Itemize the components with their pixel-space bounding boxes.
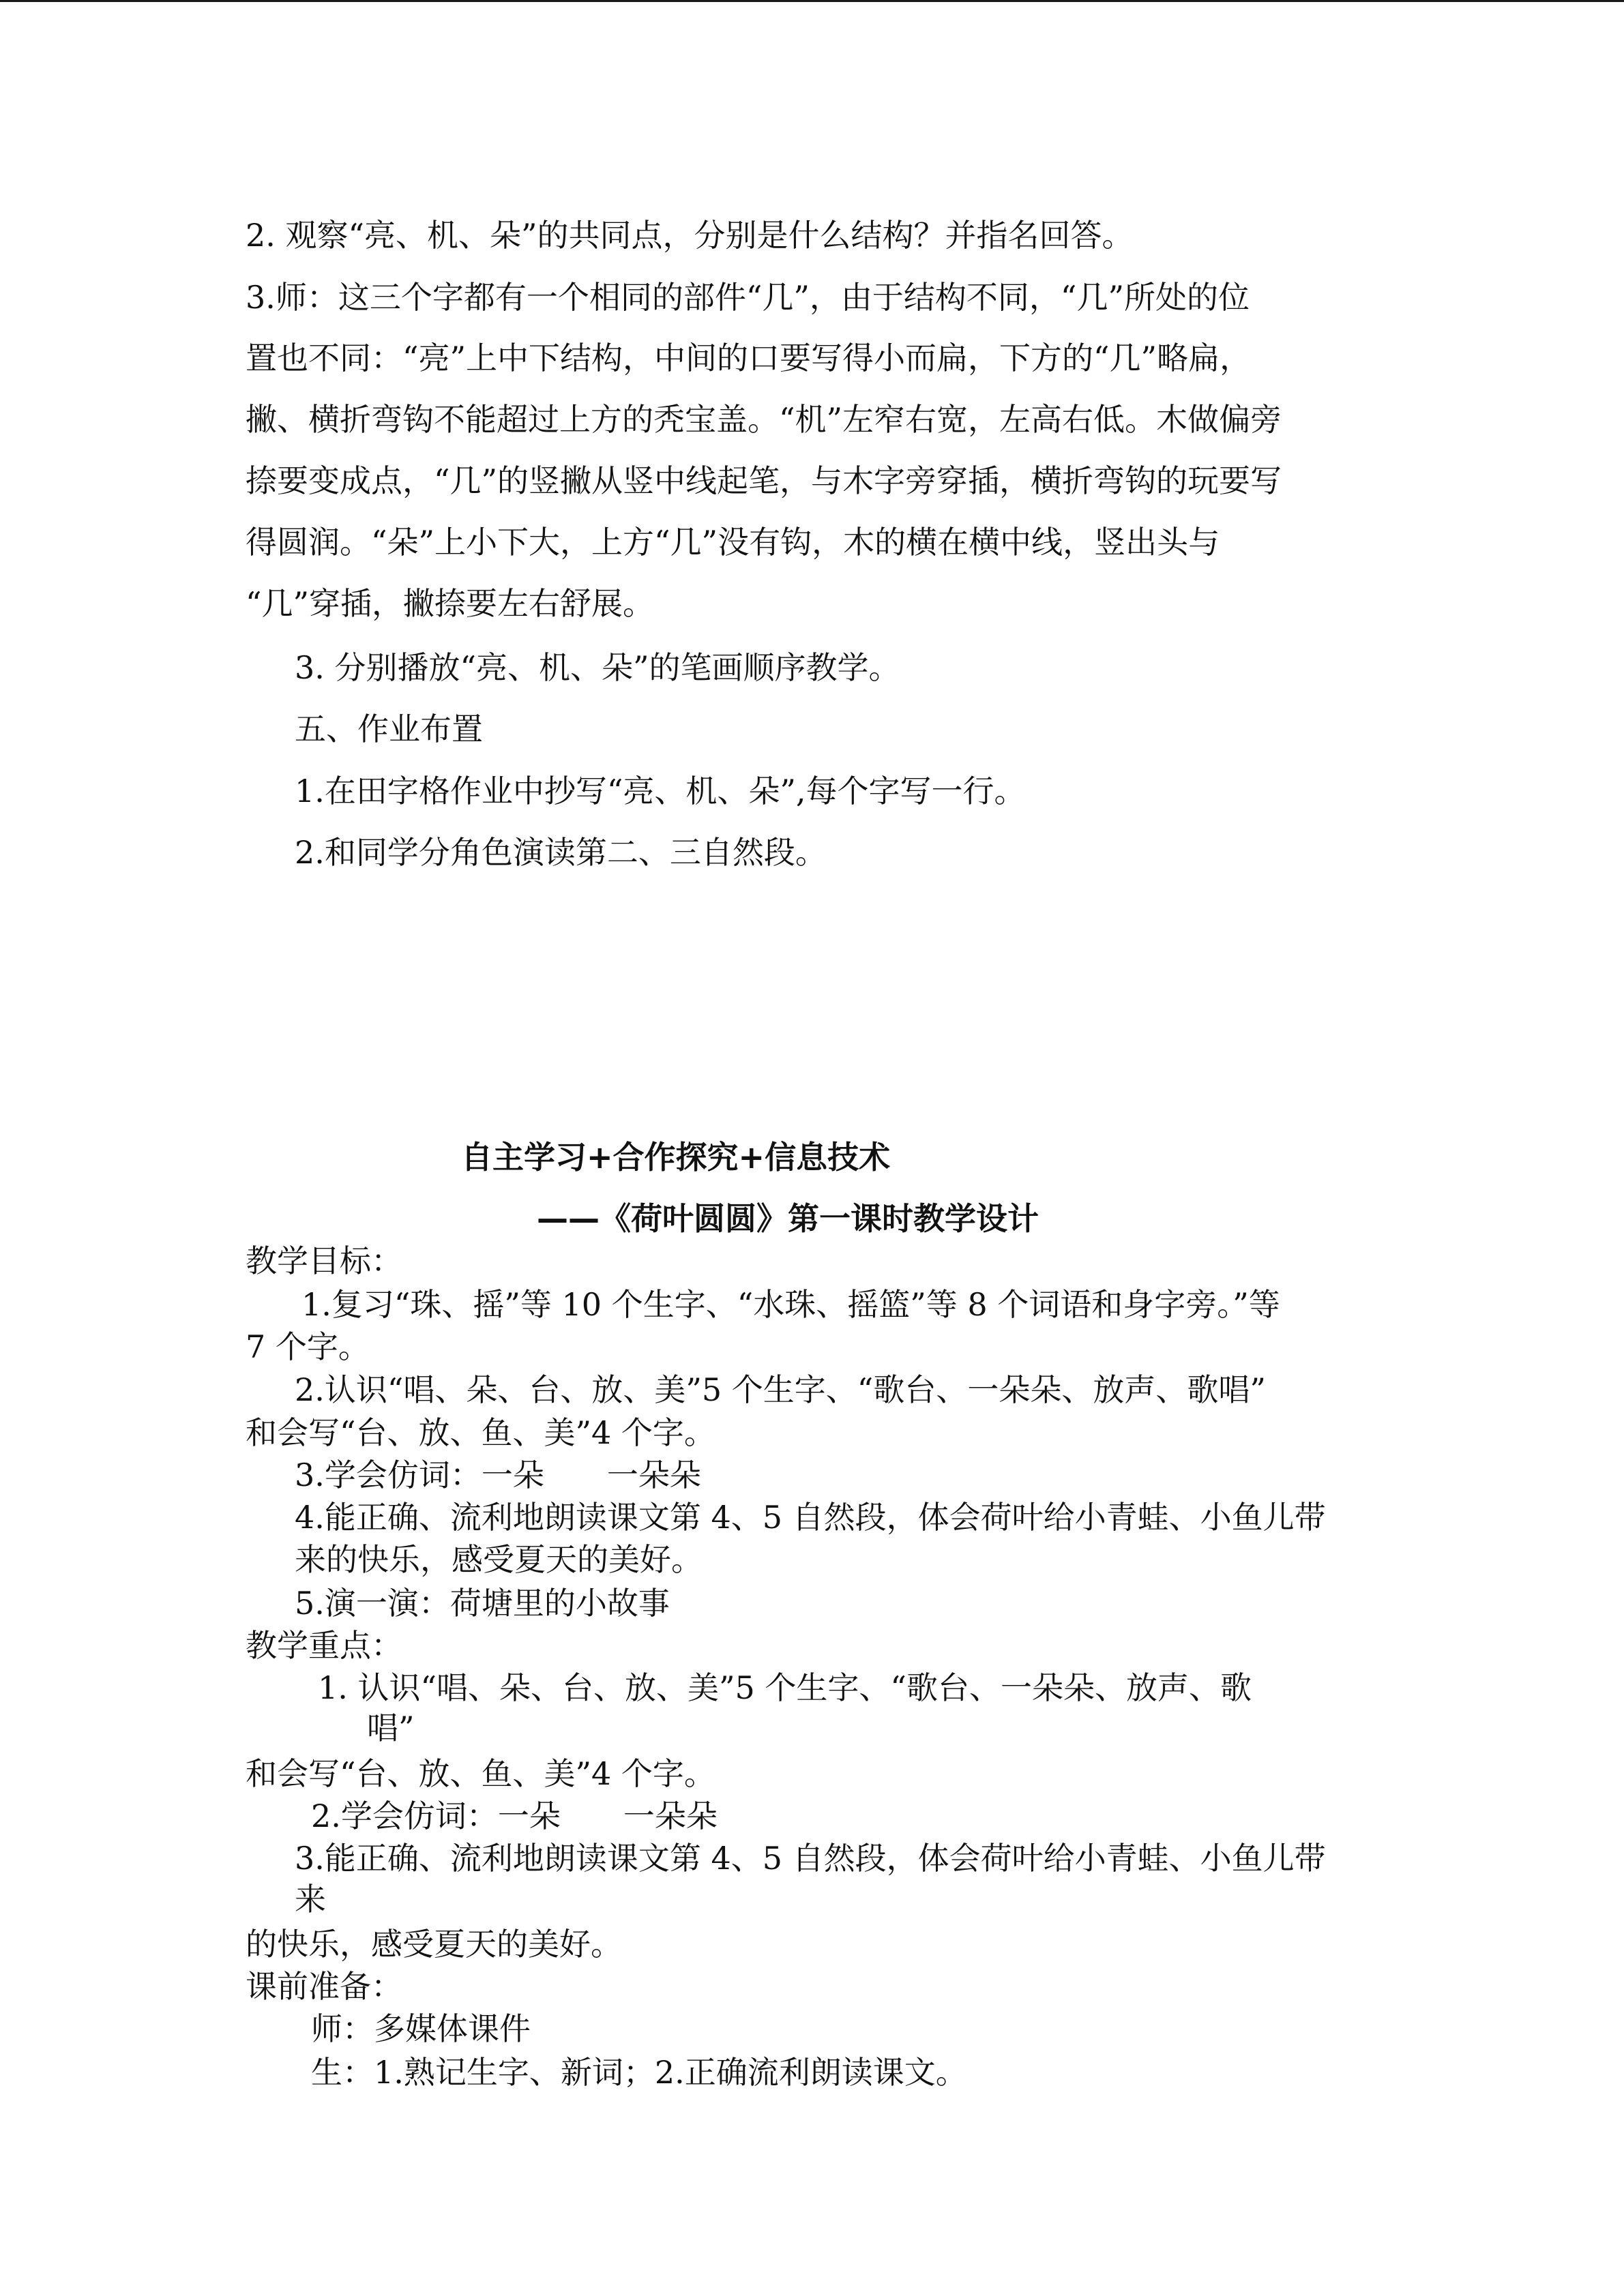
paragraph-line: 3.师：这三个字都有一个相同的部件“几”，由于结构不同，“几”所处的位 (246, 279, 1250, 316)
keypoint-item: 的快乐，感受夏天的美好。 (246, 1926, 622, 1963)
objective-item: 来的快乐，感受夏天的美好。 (295, 1541, 703, 1578)
paragraph-line: “几”穿插，撇捺要左右舒展。 (246, 585, 655, 622)
section-heading: 课前准备： (246, 1968, 402, 2005)
objective-item: 2.认识“唱、朵、台、放、美”5 个生字、“歌台、一朵朵、放声、歌唱” (295, 1371, 1266, 1408)
page-top-border (0, 0, 1624, 2)
paragraph-line: 2. 观察“亮、机、朵”的共同点，分别是什么结构？并指名回答。 (246, 217, 1134, 254)
keypoint-item: 和会写“台、放、鱼、美”4 个字。 (246, 1755, 715, 1792)
objective-item: 3.学会仿词：一朵 一朵朵 (295, 1457, 701, 1493)
section-heading: 教学重点： (246, 1627, 402, 1664)
homework-item: 2.和同学分角色演读第二、三自然段。 (295, 834, 827, 871)
preparation-item: 生：1.熟记生字、新词；2.正确流利朗读课文。 (311, 2054, 967, 2091)
paragraph-line: 撇、横折弯钩不能超过上方的秃宝盖。“机”左窄右宽，左高右低。木做偏旁 (246, 401, 1282, 438)
preparation-item: 师：多媒体课件 (311, 2010, 531, 2047)
objective-item: 1.复习“珠、摇”等 10 个生字、“水珠、摇篮”等 8 个词语和身字旁。”等 (301, 1286, 1280, 1323)
keypoint-item: 1. 认识“唱、朵、台、放、美”5 个生字、“歌台、一朵朵、放声、歌 (318, 1669, 1252, 1706)
keypoint-item: 唱” (367, 1710, 415, 1746)
homework-item: 1.在田字格作业中抄写“亮、机、朵”,每个字写一行。 (295, 773, 1026, 809)
keypoint-item: 来 (295, 1881, 326, 1918)
paragraph-line: 捺要变成点，“几”的竖撇从竖中线起笔，与木字旁穿插，横折弯钩的玩要写 (246, 462, 1282, 499)
section-heading: 五、作业布置 (295, 711, 483, 747)
section-heading: 教学目标： (246, 1242, 402, 1279)
document-subtitle: ——《荷叶圆圆》第一课时教学设计 (537, 1200, 1039, 1237)
keypoint-item: 2.学会仿词：一朵 一朵朵 (311, 1798, 718, 1834)
objective-item: 和会写“台、放、鱼、美”4 个字。 (246, 1414, 715, 1451)
objective-item: 4.能正确、流利地朗读课文第 4、5 自然段，体会荷叶给小青蛙、小鱼儿带 (295, 1499, 1326, 1536)
keypoint-item: 3.能正确、流利地朗读课文第 4、5 自然段，体会荷叶给小青蛙、小鱼儿带 (295, 1840, 1326, 1877)
document-title: 自主学习+合作探究+信息技术 (461, 1139, 891, 1176)
objective-item: 7 个字。 (246, 1328, 370, 1365)
paragraph-line: 3. 分别播放“亮、机、朵”的笔画顺序教学。 (295, 649, 900, 686)
objective-item: 5.演一演：荷塘里的小故事 (295, 1585, 670, 1622)
paragraph-line: 置也不同：“亮”上中下结构，中间的口要写得小而扁，下方的“几”略扁， (246, 340, 1252, 376)
paragraph-line: 得圆润。“朵”上小下大，上方“几”没有钩，木的横在横中线，竖出头与 (246, 524, 1220, 561)
